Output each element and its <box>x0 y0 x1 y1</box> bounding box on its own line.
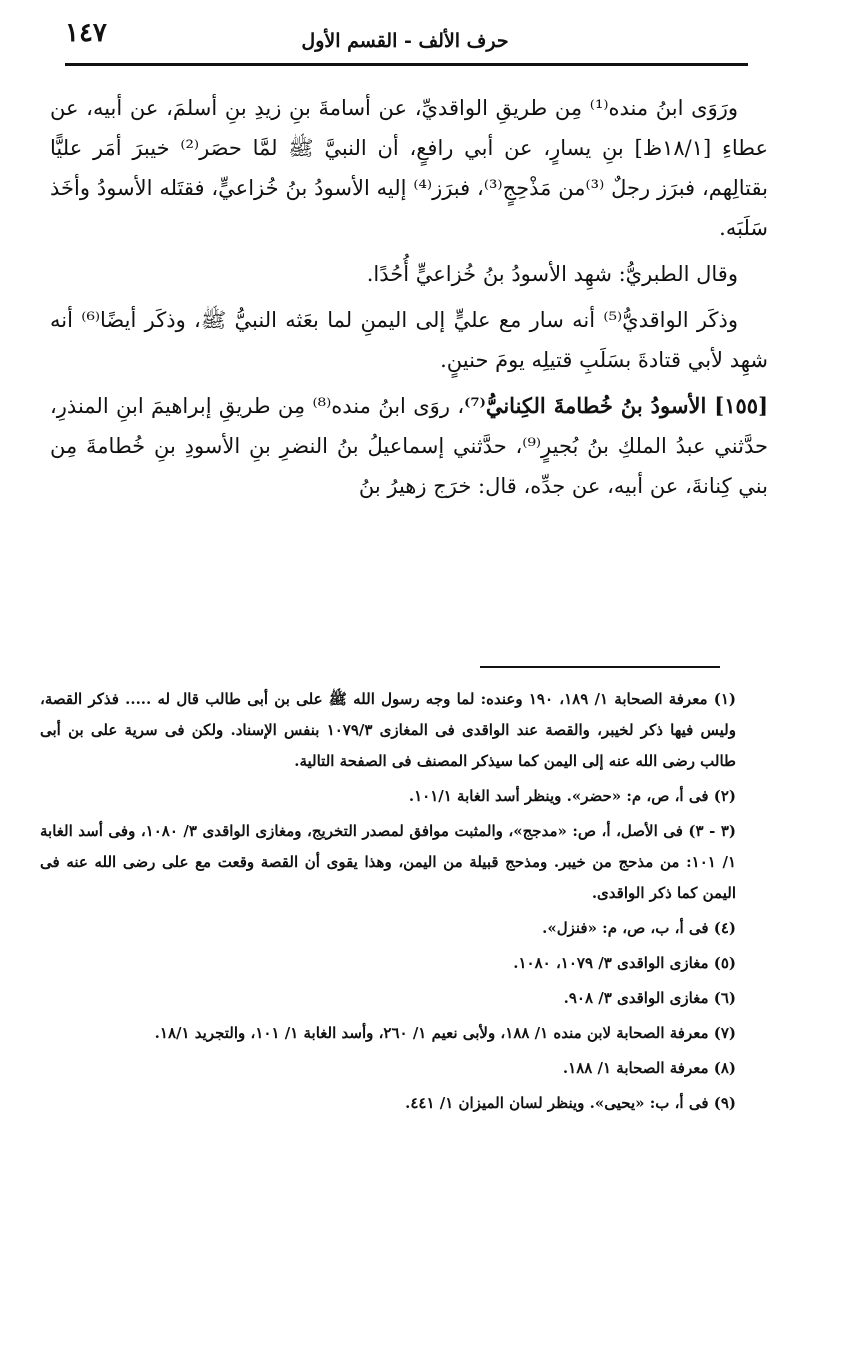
header-rule <box>65 63 748 66</box>
running-head: حرف الألف - القسم الأول <box>301 30 509 52</box>
footnote-rule <box>480 666 720 668</box>
footnote: (٥) مغازى الواقدى ٣/ ١٠٧٩، ١٠٨٠. <box>513 954 736 972</box>
footnote: (٩) فى أ، ب: «يحيى». وينظر لسان الميزان ١/ ٤٤١. <box>405 1094 736 1112</box>
paragraph: وقال الطبريُّ: شهِد الأسودُ بنُ خُزاعيٍّ أُحُدًا. <box>366 262 738 286</box>
footnote: (٨) معرفة الصحابة ١/ ١٨٨. <box>562 1059 736 1077</box>
footnote: (٢) فى أ، ص، م: «حضر». وينظر أسد الغابة ١٠١/١. <box>408 787 736 805</box>
footnotes <box>40 684 736 1123</box>
footnote: (٤) فى أ، ب، ص، م: «فنزل». <box>542 919 736 937</box>
entry-text: ، روَى ابنُ منده⁽⁸⁾ مِن طريقِ إبراهيمَ ابنِ المنذرِ، حدَّثني عبدُ الملكِ بنُ بُجيرٍ⁽⁹⁾، حدَّثني إسماعيلُ بنُ النضرِ بنِ الأسودِ بنِ خُطامةَ مِن بني كِنانةَ، عن أبيه، عن جدِّه، قال: خرَج زهيرُ بنُ <box>50 394 768 498</box>
paragraph: وذكَر الواقديُّ⁽⁵⁾ أنه سار مع عليٍّ إلى اليمنِ لما بعَثه النبيُّ ﷺ، وذكَر أيضًا⁽⁶⁾ أنه شهِد لأبي قتادةَ بسَلَبِ قتيلِه يومَ حنينٍ. <box>50 308 768 372</box>
entry-title: [١٥٥] الأسودُ بنُ خُطامةَ الكِنانيُّ⁽⁷⁾ <box>464 393 768 418</box>
footnote: (٧) معرفة الصحابة لابن منده ١/ ١٨٨، ولأبى نعيم ١/ ٢٦٠، وأسد الغابة ١/ ١٠١، والتجريد ١٨/١. <box>154 1024 736 1042</box>
page-number: ١٤٧ <box>65 18 107 48</box>
entry-paragraph <box>50 386 768 506</box>
page-header <box>65 18 745 62</box>
paragraph: ورَوَى ابنُ منده⁽¹⁾ مِن طريقِ الواقديِّ، عن أسامةَ بنِ زيدِ بنِ أسلمَ، عن أبيه، عن عطاءِ [١٨/١ظ] بنِ يسارٍ، عن أبي رافعٍ، أن النبيَّ ﷺ لمَّا حصَر⁽²⁾ خيبرَ أمَر عليًّا بقتالِهم، فبرَز رجلٌ ⁽³⁾من مَذْحِجٍ⁽³⁾، فبرَز⁽⁴⁾ إليه الأسودُ بنُ خُزاعيٍّ، فقتَله الأسودُ وأخَذ سَلَبَه. <box>50 96 768 240</box>
footnote: (١) معرفة الصحابة ١/ ١٨٩، ١٩٠ وعنده: لما وجه رسول الله ﷺ على بن أبى طالب قال له ..... فذكر القصة، وليس فيها ذكر لخيبر، والقصة عند الواقدى فى المغازى ١٠٧٩/٣ بنفس الإسناد. ولكن فى سرية على بن أبى طالب رضى الله عنه إلى اليمن كما سيذكر المصنف فى الصفحة التالية. <box>40 690 736 770</box>
footnote: (٣ - ٣) فى الأصل، أ، ص: «مدجج»، والمثبت موافق لمصدر التخريج، ومغازى الواقدى ٣/ ١٠٨٠، وفى أسد الغابة ١/ ١٠١: من مذحج من خيبر. ومذحج قبيلة من اليمن، وهذا يقوى أن القصة وقعت مع على رضى الله عنه فى اليمن كما ذكر الواقدى. <box>40 822 737 902</box>
footnote: (٦) مغازى الواقدى ٣/ ٩٠٨. <box>563 989 736 1007</box>
main-text <box>50 88 768 512</box>
